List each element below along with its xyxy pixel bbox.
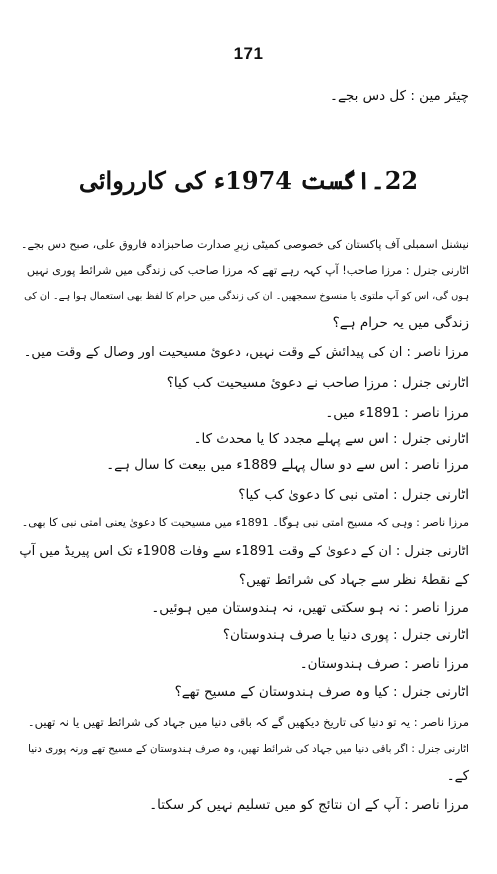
text-line: مرزا ناصر : ان کی پیدائش کے وقت نہیں، دعویٔ مسیحیت اور وصال کے وقت میں۔ xyxy=(23,345,469,360)
text-line: اٹارنی جنرل : کیا وہ صرف ہندوستان کے مسیح تھے؟ xyxy=(174,684,469,700)
text-line: مرزا ناصر : وہی کہ مسیح امتی نبی ہوگا۔ 1891ء میں مسیحیت کا دعویٰ یعنی امتی نبی کا بھی۔ xyxy=(21,516,469,529)
text-line: نیشنل اسمبلی آف پاکستان کی خصوصی کمیٹی زیرِ صدارت صاحبزادہ فاروق علی، صبح دس بجے۔ xyxy=(21,238,469,251)
text-line: کے نقطۂ نظر سے جہاد کی شرائط تھیں؟ xyxy=(238,572,469,588)
text-line: مرزا ناصر : آپ کے ان نتائج کو میں تسلیم نہیں کر سکتا۔ xyxy=(149,797,469,813)
text-line: مرزا ناصر : اس سے دو سال پہلے 1889ء میں بیعت کا سال ہے۔ xyxy=(106,457,469,473)
page-number: 171 xyxy=(233,44,264,63)
text-line: ہوں گی، اس کو آپ ملتوی یا منسوخ سمجھیں۔ ان کی زندگی میں حرام کا لفظ بھی استعمال ہوا ہے۔ ان کی xyxy=(24,291,469,302)
text-line: کے۔ xyxy=(446,768,469,784)
text-line: زندگی میں یہ حرام ہے؟ xyxy=(332,315,469,331)
text-line: اٹارنی جنرل : اگر باقی دنیا میں جہاد کی شرائط تھیں، وہ صرف ہندوستان کے مسیح تھے ورنہ پوری دنیا xyxy=(28,743,469,755)
text-line: اٹارنی جنرل : امتی نبی کا دعویٰ کب کیا؟ xyxy=(238,487,469,503)
text-line: مرزا ناصر : صرف ہندوستان۔ xyxy=(299,656,469,672)
text-line: اٹارنی جنرل : اس سے پہلے مجدد کا یا محدث کا۔ xyxy=(193,431,469,447)
text-line: مرزا ناصر : یہ تو دنیا کی تاریخ دیکھیں گے کہ باقی دنیا میں جہاد کی شرائط تھیں یا نہ تھیں۔ xyxy=(27,715,469,729)
text-line: مرزا ناصر : نہ ہو سکتی تھیں، نہ ہندوستان میں ہوئیں۔ xyxy=(151,600,469,616)
text-line: اٹارنی جنرل : مرزا صاحب! آپ کہہ رہے تھے کہ مرزا صاحب کی زندگی میں شرائط پوری نہیں xyxy=(26,264,469,277)
text-line: اٹارنی جنرل : ان کے دعویٰ کے وقت 1891ء سے وفات 1908ء تک اس پیریڈ میں آپ xyxy=(19,544,469,559)
text-line: اٹارنی جنرل : مرزا صاحب نے دعویٔ مسیحیت کب کیا؟ xyxy=(166,375,469,391)
text-line: مرزا ناصر : 1891ء میں۔ xyxy=(325,405,469,421)
session-heading: 22۔اگست 1974ء کی کارروائی xyxy=(78,166,419,195)
chairman-line: چیئر مین : کل دس بجے۔ xyxy=(330,88,469,104)
text-line: اٹارنی جنرل : پوری دنیا یا صرف ہندوستان؟ xyxy=(222,627,469,643)
